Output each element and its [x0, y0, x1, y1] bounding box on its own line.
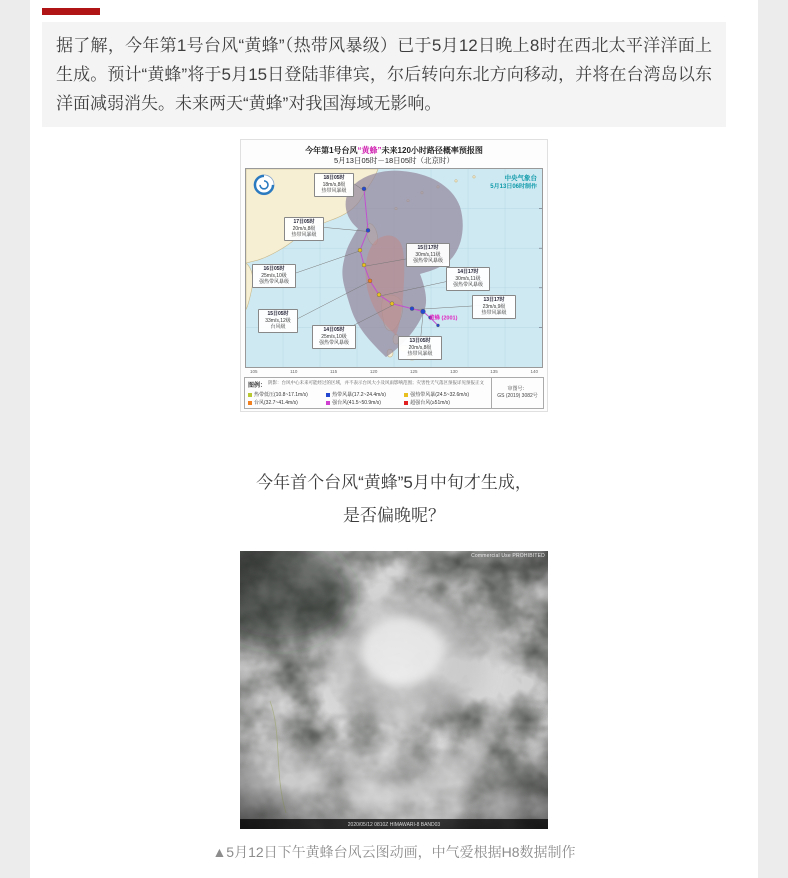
legend-item: 强热带风暴(24.5~32.6m/s) — [404, 391, 488, 398]
forecast-label: 15日17时 30m/s,11级 强热带风暴级 — [406, 243, 450, 267]
legend-item: 台风(32.7~41.4m/s) — [248, 399, 324, 406]
question-line-2: 是否偏晚呢？ — [343, 506, 445, 525]
legend-item: 强台风(41.5~50.9m/s) — [326, 399, 402, 406]
severe-typhoon-swatch — [326, 401, 330, 405]
intro-paragraph: 据了解，今年第1号台风“黄蜂”（热带风暴级）已于5月12日晚上8时在西北太平洋洋面上生成。预计“黄蜂”将于5月15日登陆菲律宾，尔后转向东北方向移动，并将在台湾岛以东洋面减弱消失。未来两天“黄蜂”对我国海域无影响。 — [42, 22, 726, 127]
map-title-prefix: 今年第1号台风 — [305, 146, 358, 155]
forecast-label: 13日17时 23m/s,9级 热带风暴级 — [472, 295, 516, 319]
forecast-label: 14日05时 25m/s,10级 强热带风暴级 — [312, 325, 356, 349]
tropical-depression-swatch — [248, 393, 252, 397]
longitude-ticks: 105 110 115 120 125 130 135 140 — [250, 369, 538, 374]
issue-time: 5月13日06时制作 — [490, 183, 537, 190]
map-subtitle: 5月13日05时－18日05时（北京时） — [333, 156, 455, 165]
typhoon-swatch — [248, 401, 252, 405]
cma-logo-icon — [254, 175, 274, 195]
severe-tropical-storm-swatch — [404, 393, 408, 397]
super-typhoon-swatch — [404, 401, 408, 405]
map-title-suffix: 未来120小时路径概率预报图 — [381, 146, 483, 155]
satellite-timestamp: 2020/05/12 0810Z HIMAWARI-8 BAND03 — [347, 822, 441, 828]
forecast-label: 17日05时 20m/s,8级 热带风暴级 — [284, 217, 324, 241]
forecast-label: 13日05时 20m/s,8级 热带风暴级 — [398, 336, 442, 360]
legend-item: 热带低压(10.8~17.1m/s) — [248, 391, 324, 398]
question-text — [30, 466, 758, 532]
question-line-1: 今年首个台风“黄蜂”5月中旬才生成， — [256, 473, 532, 492]
article-page — [30, 0, 758, 878]
typhoon-track-map-image[interactable] — [240, 139, 548, 412]
satellite-cloud-image[interactable] — [240, 551, 548, 829]
tropical-storm-swatch — [326, 393, 330, 397]
red-accent-bar — [42, 8, 100, 15]
forecast-label: 18日05时 18m/s,8级 热带风暴级 — [314, 173, 354, 197]
map-canvas — [245, 168, 543, 368]
map-title-storm-name: “黄蜂” — [357, 146, 382, 155]
current-position-point — [421, 309, 426, 314]
map-legend — [244, 377, 544, 409]
legend-item: 热带风暴(17.2~24.4m/s) — [326, 391, 402, 398]
legend-note: 阴影：台风中心未来可能经过的区域，并不表示台风大小及风雨影响范围；灾害性天气落区预报详见预报正文 — [268, 380, 485, 385]
map-license: 审图号： GS (2019) 3082号 — [491, 378, 543, 408]
satellite-caption: ▲5月12日下午黄蜂台风云图动画，中气爱根据H8数据制作 — [212, 844, 576, 860]
legend-item: 超强台风(≥51m/s) — [404, 399, 488, 406]
satellite-cloud-graphic — [240, 551, 548, 829]
satellite-watermark: Commercial Use PROHIBITED — [471, 553, 545, 559]
forecast-label: 14日17时 30m/s,11级 强热带风暴级 — [446, 267, 490, 291]
legend-title: 图例： — [248, 383, 267, 389]
forecast-label: 16日05时 25m/s,10级 强热带风暴级 — [252, 264, 296, 288]
forecast-label: 15日05时 33m/s,12级 台风级 — [258, 309, 298, 333]
map-title — [244, 143, 544, 156]
storm-name-label: 黄蜂 (2001) — [429, 315, 458, 322]
agency-name: 中央气象台 — [504, 174, 537, 182]
